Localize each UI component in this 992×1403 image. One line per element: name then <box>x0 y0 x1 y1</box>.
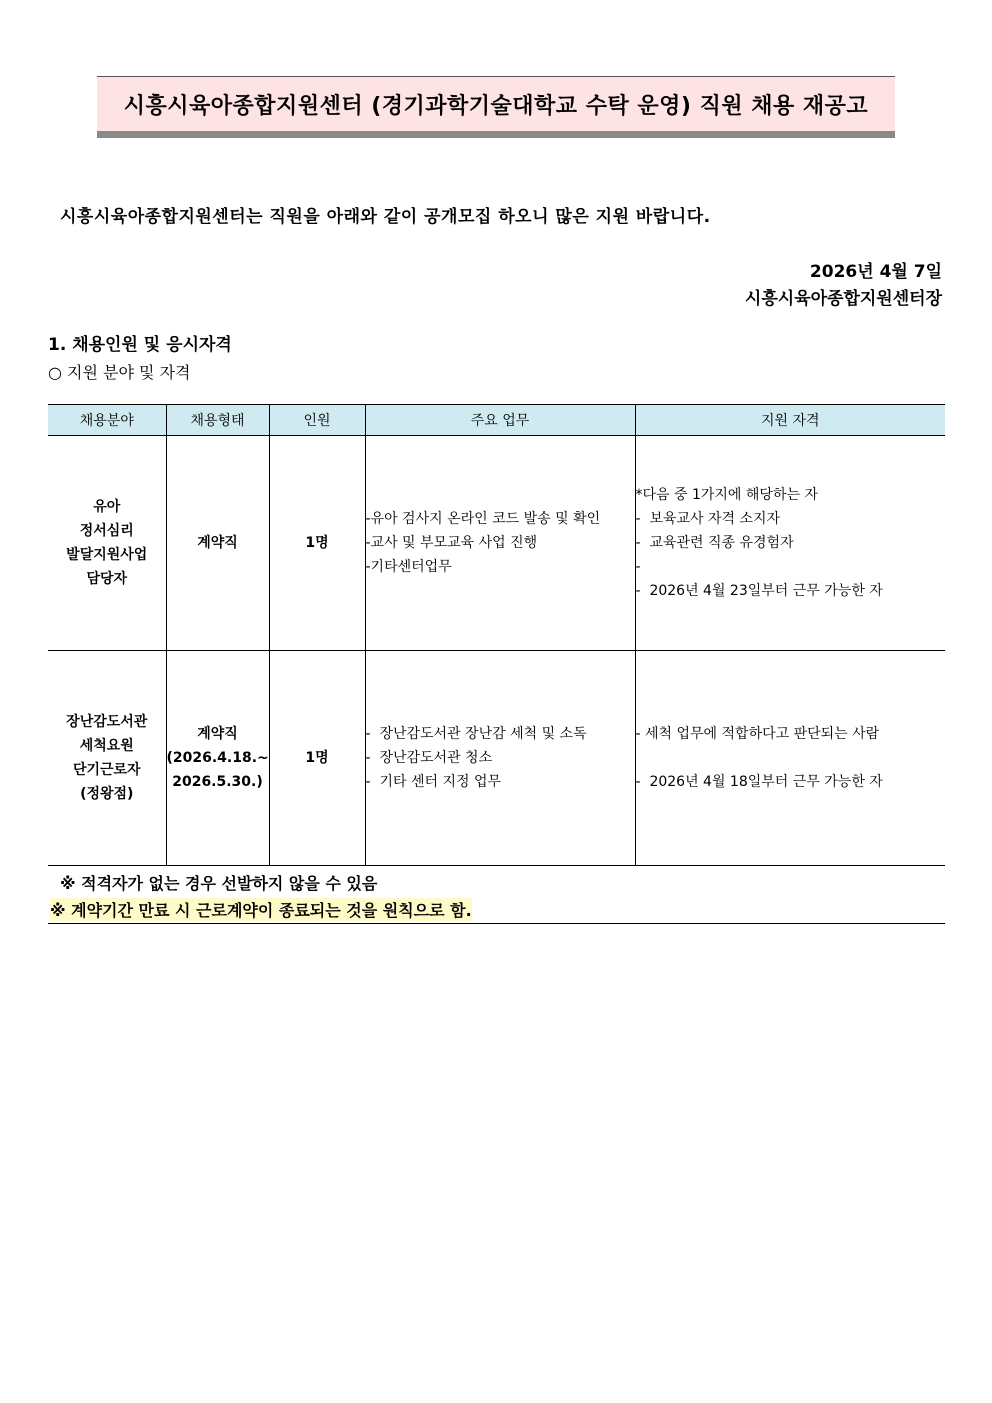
qualifications-cell <box>635 436 945 651</box>
duties-cell <box>365 436 635 651</box>
section-heading: 1. 채용인원 및 응시자격 <box>48 335 232 355</box>
duty-line: - 기타 센터 지정 업무 <box>365 774 501 790</box>
duty-line: -교사 및 부모교육 사업 진행 <box>365 535 538 551</box>
field-cell <box>48 436 166 651</box>
qual-line: - 교육관련 직종 유경험자 <box>635 535 794 551</box>
field-line: 장난감도서관 <box>66 714 148 730</box>
field-line: 정서심리 <box>79 523 134 539</box>
table-row <box>48 651 945 866</box>
header-duties: 주요 업무 <box>365 405 635 436</box>
type-line: (2026.4.18.~ <box>166 750 269 766</box>
duties-cell <box>365 651 635 866</box>
note-contract-end: ※ 계약기간 만료 시 근로계약이 종료되는 것을 원칙으로 함. <box>50 898 472 921</box>
header-qualifications: 지원 자격 <box>635 405 945 436</box>
qual-line: - 세척 업무에 적합하다고 판단되는 사람 <box>635 726 880 742</box>
table-header-row <box>48 405 945 436</box>
notice-date: 2026년 4월 7일 <box>809 262 942 282</box>
subsection-heading: ○ 지원 분야 및 자격 <box>48 363 191 382</box>
duty-line: -기타센터업무 <box>365 559 452 575</box>
table-row <box>48 436 945 651</box>
qual-line: - 보육교사 자격 소지자 <box>635 511 781 527</box>
count-cell: 1명 <box>269 436 365 651</box>
field-line: (정왕점) <box>80 786 134 802</box>
header-type: 채용형태 <box>166 405 269 436</box>
count-cell: 1명 <box>269 651 365 866</box>
type-cell <box>166 651 269 866</box>
qual-line: *다음 중 1가지에 해당하는 자 <box>635 487 818 503</box>
recruitment-table <box>48 404 945 866</box>
field-line: 발달지원사업 <box>66 547 148 563</box>
qualifications-cell <box>635 651 945 866</box>
header-count: 인원 <box>269 405 365 436</box>
note-no-selection: ※ 적격자가 없는 경우 선발하지 않을 수 있음 <box>60 874 378 893</box>
intro-text: 시흥시육아종합지원센터는 직원을 아래와 같이 공개모집 하오니 많은 지원 바랍니다. <box>60 207 711 227</box>
type-line: 계약직 <box>197 535 238 551</box>
qual-line: - 2026년 4월 23일부터 근무 가능한 자 <box>635 583 883 599</box>
notes-box <box>48 867 945 924</box>
field-line: 세척요원 <box>79 738 134 754</box>
duty-line: - 장난감도서관 청소 <box>365 750 493 766</box>
type-line: 2026.5.30.) <box>172 774 263 790</box>
header-field: 채용분야 <box>48 405 166 436</box>
title-box <box>97 76 895 138</box>
issuer: 시흥시육아종합지원센터장 <box>744 289 942 309</box>
duty-line: -유아 검사지 온라인 코드 발송 및 확인 <box>365 511 601 527</box>
qual-line <box>636 746 946 770</box>
field-line: 담당자 <box>86 571 128 587</box>
qual-line: - 2026년 4월 18일부터 근무 가능한 자 <box>635 774 883 790</box>
qual-line: - <box>635 559 641 575</box>
type-cell <box>166 436 269 651</box>
field-line: 유아 <box>93 499 121 515</box>
duty-line: - 장난감도서관 장난감 세척 및 소독 <box>365 726 587 742</box>
field-line: 단기근로자 <box>72 762 141 778</box>
page-title: 시흥시육아종합지원센터 (경기과학기술대학교 수탁 운영) 직원 채용 재공고 <box>123 93 869 119</box>
field-cell <box>48 651 166 866</box>
type-line: 계약직 <box>197 726 238 742</box>
